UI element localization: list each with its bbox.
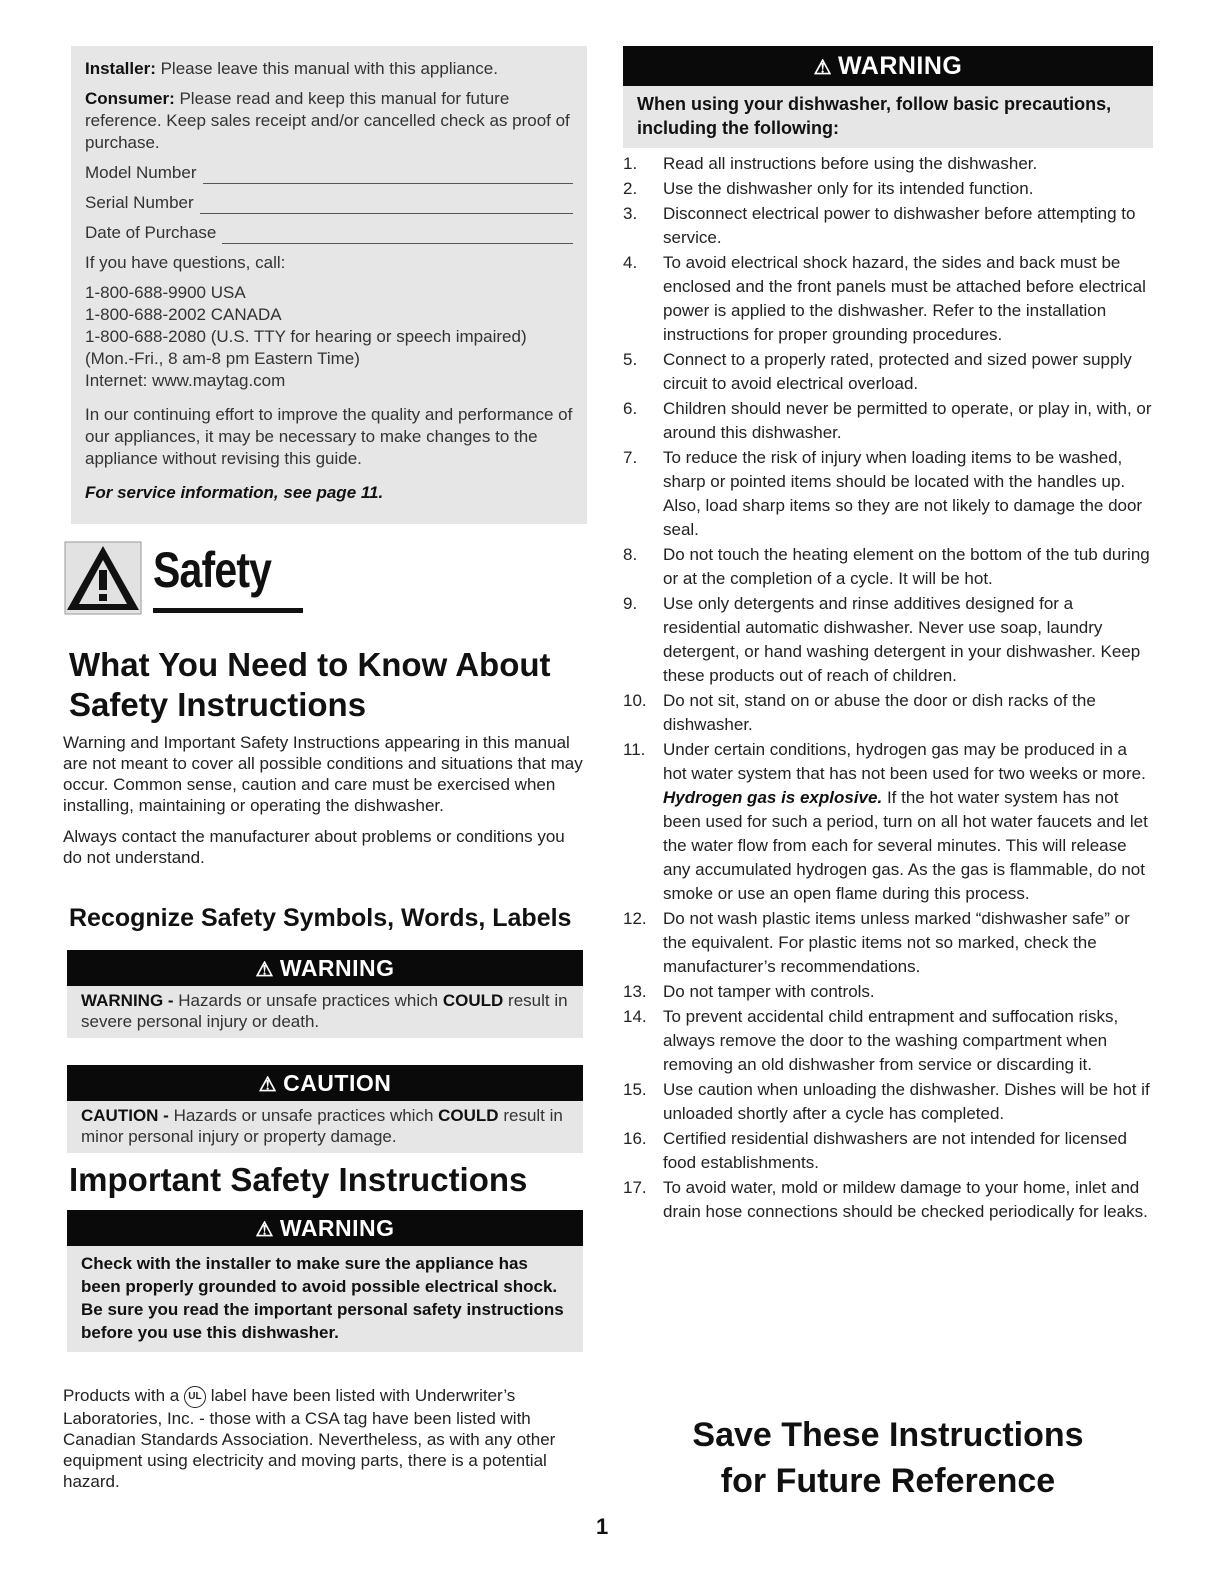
- list-item-text: Use the dishwasher only for its intended function.: [663, 179, 1034, 198]
- list-item: [623, 543, 1153, 591]
- list-item-text: Do not sit, stand on or abuse the door or dish racks of the dishwasher.: [663, 691, 1096, 734]
- list-item: [623, 1176, 1153, 1224]
- list-item-text: Read all instructions before using the dishwasher.: [663, 154, 1038, 173]
- owner-info-box: [71, 46, 587, 524]
- ul-mark-icon: UL: [184, 1386, 206, 1408]
- list-item-number: 1.: [623, 154, 638, 173]
- list-item: [623, 1127, 1153, 1175]
- ul-listing-paragraph: Products with a UL label have been listed with Underwriter’s Laboratories, Inc. - those with a CSA tag have been listed with Canadian Standards Association. Nevertheless, as with any other equipment using electricity and moving parts, there is a potential hazard.: [63, 1386, 556, 1491]
- caution-bar: ⚠ CAUTION: [67, 1065, 583, 1101]
- list-item: [623, 251, 1153, 347]
- list-item-number: 17.: [623, 1178, 647, 1197]
- list-item-text: To reduce the risk of injury when loading items to be washed, sharp or pointed items should be located with the handles up. Also, load sharp items so they are not likely to damage the door seal.: [663, 448, 1143, 539]
- list-item-number: 6.: [623, 399, 638, 418]
- heading-important-safety: Important Safety Instructions: [69, 1161, 528, 1198]
- installer-note: Installer: Please leave this manual with this appliance.: [85, 59, 498, 78]
- list-item-text: Use caution when unloading the dishwasher. Dishes will be hot if unloaded shortly after a cycle has completed.: [663, 1080, 1150, 1123]
- precautions-warning-block: [623, 46, 1153, 148]
- list-item-number: 10.: [623, 691, 647, 710]
- list-item: [623, 980, 1153, 1004]
- list-item-number: 5.: [623, 350, 638, 369]
- grounding-warning-block: [67, 1210, 583, 1352]
- safety-header: [63, 540, 587, 620]
- phone-tty: 1-800-688-2080 (U.S. TTY for hearing or speech impaired) (Mon.-Fri., 8 am-8 pm Eastern Time): [85, 327, 527, 368]
- list-item: [623, 689, 1153, 737]
- precautions-list: [623, 152, 1153, 1225]
- consumer-note: Consumer: Please read and keep this manual for future reference. Keep sales receipt and/or cancelled check as proof of purchase.: [85, 89, 570, 152]
- list-item-text: Under certain conditions, hydrogen gas may be produced in a hot water system that has not been used for two weeks or more.: [663, 740, 1146, 783]
- heading-recognize-symbols: Recognize Safety Symbols, Words, Labels: [69, 904, 572, 932]
- heading-what-you-need-to-know: What You Need to Know About Safety Instructions: [69, 646, 551, 723]
- list-item-text: Certified residential dishwashers are not intended for licensed food establishments.: [663, 1129, 1127, 1172]
- save-line-2: for Future Reference: [720, 1462, 1056, 1500]
- list-item-text: To avoid electrical shock hazard, the sides and back must be enclosed and the front panels must be attached before electrical power is applied to the dishwasher. Refer to the installation instructions for proper grounding procedures.: [663, 253, 1146, 344]
- list-item: [623, 152, 1153, 176]
- list-item-number: 9.: [623, 594, 638, 613]
- list-item-number: 2.: [623, 179, 638, 198]
- list-item: [623, 738, 1153, 906]
- list-item-text: Disconnect electrical power to dishwasher before attempting to service.: [663, 204, 1136, 247]
- warning-triangle-icon: ⚠: [255, 1219, 274, 1241]
- caution-triangle-icon: ⚠: [258, 1074, 278, 1096]
- list-item-text: Do not touch the heating element on the bottom of the tub during or at the completion of a cycle. It will be hot.: [663, 545, 1150, 588]
- warning-definition-block: [67, 950, 583, 1038]
- warning-bar: ⚠ WARNING: [67, 950, 583, 986]
- questions-line: If you have questions, call:: [85, 253, 286, 272]
- warning-triangle-icon: ⚠: [813, 57, 833, 79]
- caution-definition-block: [67, 1065, 583, 1153]
- list-item-text: Do not wash plastic items unless marked “dishwasher safe” or the equivalent. For plastic items not so marked, check the manufacturer’s recommendations.: [663, 909, 1130, 976]
- list-item-text: Children should never be permitted to operate, or play in, with, or around this dishwasher.: [663, 399, 1152, 442]
- serial-number-field: Serial Number: [85, 192, 573, 214]
- list-item-text: Use only detergents and rinse additives designed for a residential automatic dishwasher. Never use soap, laundry detergent, or hand washing detergent in your dishwasher. Keep these products out of reach of children.: [663, 594, 1141, 685]
- list-item-number: 3.: [623, 204, 638, 223]
- safety-title: Safety: [153, 542, 272, 598]
- list-item: [623, 397, 1153, 445]
- list-item: [623, 177, 1153, 201]
- list-item-number: 15.: [623, 1080, 647, 1099]
- improvement-note: In our continuing effort to improve the quality and performance of our appliances, it may be necessary to make changes to the appliance without revising this guide.: [85, 405, 573, 468]
- list-item-number: 4.: [623, 253, 638, 272]
- list-item-number: 8.: [623, 545, 638, 564]
- list-item: [623, 1005, 1153, 1077]
- grounding-warning-bar: ⚠ WARNING: [67, 1210, 583, 1246]
- list-item-number: 12.: [623, 909, 647, 928]
- list-item-number: 11.: [623, 740, 646, 759]
- intro-paragraphs: [63, 732, 583, 878]
- precautions-warning-bar: ⚠ WARNING: [623, 46, 1153, 86]
- grounding-warning-text: Check with the installer to make sure the appliance has been properly grounded to avoid possible electrical shock. Be sure you read the important personal safety instructions before you use this dishwasher.: [67, 1246, 583, 1352]
- list-item-text: Connect to a properly rated, protected and sized power supply circuit to avoid electrical overload.: [663, 350, 1132, 393]
- date-of-purchase-field: Date of Purchase: [85, 222, 573, 244]
- model-number-field: Model Number: [85, 162, 573, 184]
- intro-paragraph: Warning and Important Safety Instructions appearing in this manual are not meant to cover all possible conditions and situations that may occur. Common sense, caution and care must be exercised when installing, maintaining or operating the dishwasher.: [63, 733, 583, 815]
- internet-line: Internet: www.maytag.com: [85, 371, 286, 390]
- list-item-number: 16.: [623, 1129, 647, 1148]
- list-item-number: 14.: [623, 1007, 647, 1026]
- list-item-text: If the hot water system has not been used for such a period, turn on all hot water faucets and let the water flow from each for several minutes. This will release any accumulated hydrogen gas. As the gas is flammable, do not smoke or use an open flame during this process.: [663, 788, 1148, 903]
- warning-triangle-icon: ⚠: [255, 959, 274, 981]
- list-item: [623, 592, 1153, 688]
- phone-usa: 1-800-688-9900 USA: [85, 283, 246, 302]
- list-item: [623, 1078, 1153, 1126]
- list-item: [623, 348, 1153, 396]
- list-item-emphasis: Hydrogen gas is explosive.: [663, 788, 883, 807]
- list-item-number: 7.: [623, 448, 638, 467]
- phone-canada: 1-800-688-2002 CANADA: [85, 305, 282, 324]
- service-info: For service information, see page 11.: [85, 483, 384, 502]
- list-item: [623, 202, 1153, 250]
- safety-underline: [153, 608, 303, 613]
- list-item: [623, 446, 1153, 542]
- page-number: 1: [596, 1514, 609, 1539]
- caution-definition: CAUTION - Hazards or unsafe practices which COULD result in minor personal injury or property damage.: [67, 1101, 583, 1153]
- list-item-text: To prevent accidental child entrapment and suffocation risks, always remove the door to the washing compartment when removing an old dishwasher from service or discarding it.: [663, 1007, 1119, 1074]
- list-item-number: 13.: [623, 982, 647, 1001]
- safety-warning-icon: [63, 540, 143, 616]
- list-item-text: To avoid water, mold or mildew damage to your home, inlet and drain hose connections should be checked periodically for leaks.: [663, 1178, 1148, 1221]
- list-item-text: Do not tamper with controls.: [663, 982, 875, 1001]
- save-line-1: Save These Instructions: [692, 1416, 1084, 1454]
- precautions-intro: When using your dishwasher, follow basic precautions, including the following:: [623, 86, 1153, 148]
- warning-definition: WARNING - Hazards or unsafe practices which COULD result in severe personal injury or death.: [67, 986, 583, 1038]
- list-item: [623, 907, 1153, 979]
- contact-paragraph: Always contact the manufacturer about problems or conditions you do not understand.: [63, 827, 565, 867]
- save-instructions-heading: [623, 1412, 1153, 1504]
